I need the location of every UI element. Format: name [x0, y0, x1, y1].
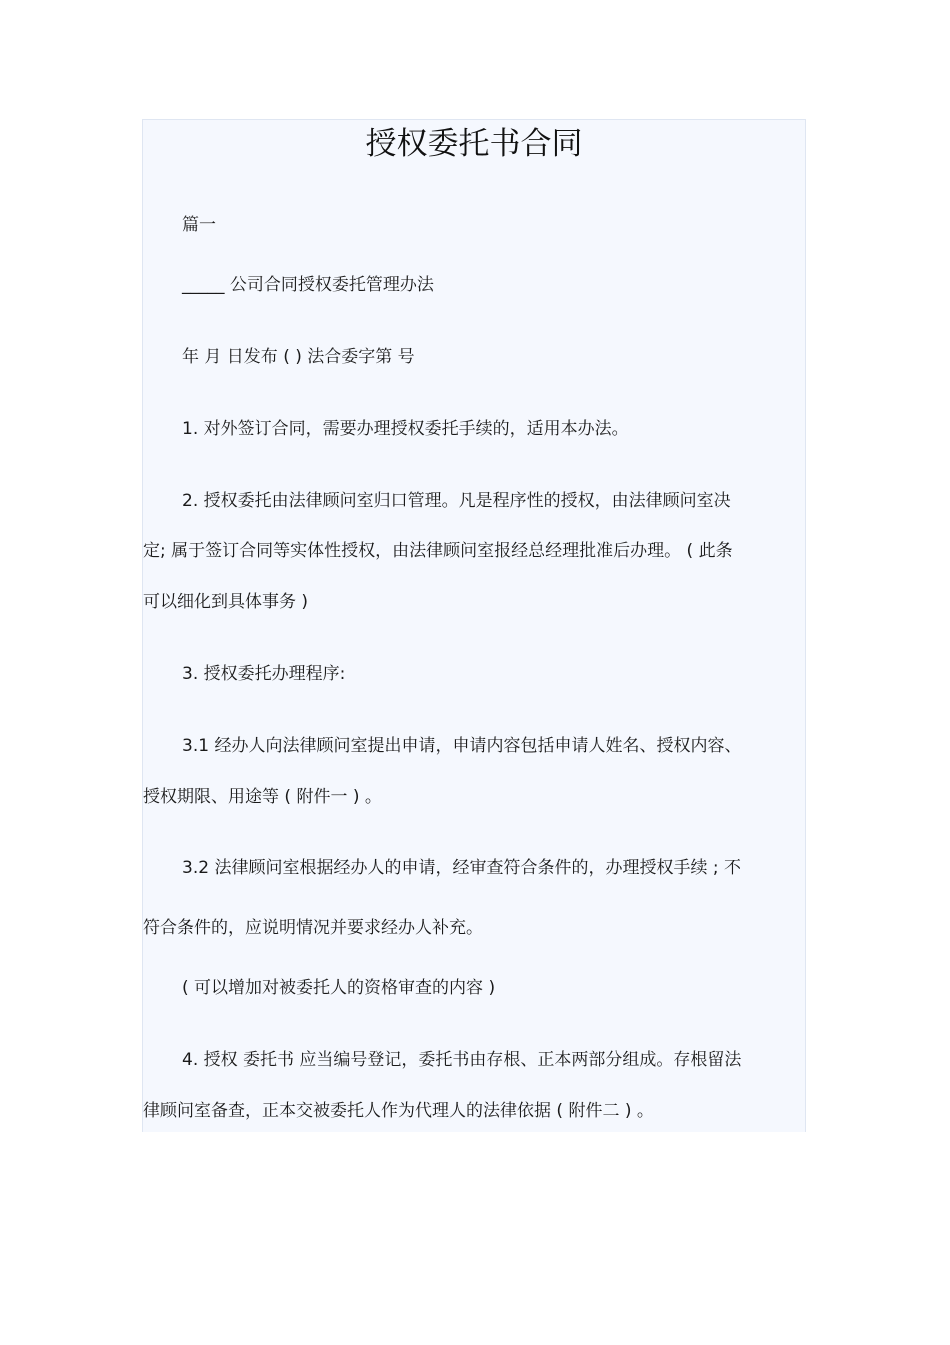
clause-3-1-line-1: 3.1 经办人向法律顾问室提出申请，申请内容包括申请人姓名、授权内容、 [182, 736, 742, 756]
clause-2-line-1: 2. 授权委托由法律顾问室归口管理。凡是程序性的授权，由法律顾问室决 [182, 491, 731, 511]
clause-3-2-line-1: 3.2 法律顾问室根据经办人的申请，经审查符合条件的，办理授权手续 ; 不 [182, 858, 741, 878]
clause-3: 3. 授权委托办理程序: [182, 664, 346, 684]
document-title: 授权委托书合同 [365, 126, 583, 162]
clause-3-1-line-2: 授权期限、用途等 ( 附件一 ) 。 [143, 787, 382, 807]
document-subtitle: _____ 公司合同授权委托管理办法 [182, 275, 434, 295]
clause-3-2-line-2: 符合条件的，应说明情况并要求经办人补充。 [143, 918, 483, 938]
document-page [142, 119, 806, 1132]
clause-4-line-1: 4. 授权 委托书 应当编号登记，委托书由存根、正本两部分组成。存根留法 [182, 1050, 742, 1070]
clause-2-line-2: 定; 属于签订合同等实体性授权，由法律顾问室报经总经理批准后办理。 ( 此条 [143, 541, 733, 561]
issue-date-line: 年 月 日发布 ( ) 法合委字第 号 [182, 347, 415, 367]
section-heading: 篇一 [182, 215, 216, 235]
clause-4-line-2: 律顾问室备查，正本交被委托人作为代理人的法律依据 ( 附件二 ) 。 [143, 1101, 654, 1121]
clause-3-2-note: ( 可以增加对被委托人的资格审查的内容 ) [182, 978, 496, 998]
clause-2-line-3: 可以细化到具体事务 ) [143, 592, 309, 612]
clause-1: 1. 对外签订合同，需要办理授权委托手续的，适用本办法。 [182, 419, 629, 439]
